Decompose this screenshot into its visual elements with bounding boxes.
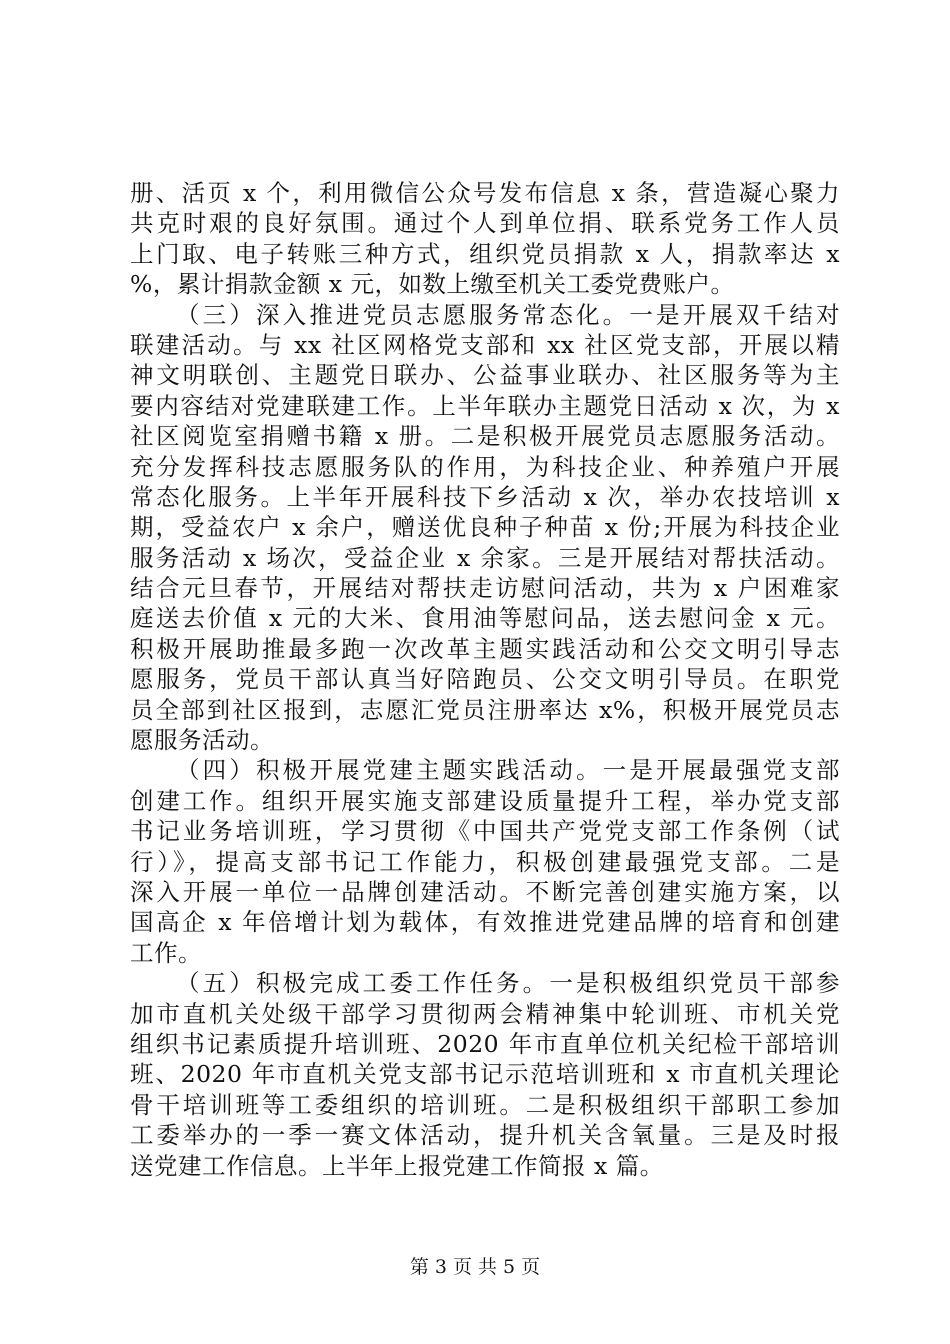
text-line: 送党建工作信息。上半年上报党建工作简报 x 篇。 <box>130 1151 664 1180</box>
text-line: 共克时艰的良好氛围。通过个人到单位捐、联系党务工作人员 <box>130 209 840 238</box>
text-line: 工委举办的一季一赛文体活动，提升机关含氧量。三是及时报 <box>130 1121 840 1150</box>
text-line: 要内容结对党建联建工作。上半年联办主题党日活动 x 次，为 x <box>130 391 840 420</box>
text-line: 国高企 x 年倍增计划为载体，有效推进党建品牌的培育和创建 <box>130 908 840 937</box>
text-line: 加市直机关处级干部学习贯彻两会精神集中轮训班、市机关党 <box>130 999 840 1028</box>
text-line: 愿服务，党员干部认真当好陪跑员、公交文明引导员。在职党 <box>130 665 840 694</box>
text-line: 期，受益农户 x 余户，赠送优良种子种苗 x 份;开展为科技企业 <box>130 513 840 542</box>
text-line: 社区阅览室捐赠书籍 x 册。二是积极开展党员志愿服务活动。 <box>130 422 840 451</box>
document-body <box>130 178 840 1181</box>
text-line: 服务活动 x 场次，受益企业 x 余家。三是开展结对帮扶活动。 <box>130 543 840 572</box>
text-line: 骨干培训班等工委组织的培训班。二是积极组织干部职工参加 <box>130 1090 840 1119</box>
text-line: 员全部到社区报到，志愿汇党员注册率达 x%，积极开展党员志 <box>130 695 840 724</box>
text-line: 庭送去价值 x 元的大米、食用油等慰问品，送去慰问金 x 元。 <box>130 604 840 633</box>
text-line: 充分发挥科技志愿服务队的作用，为科技企业、种养殖户开展 <box>130 452 840 481</box>
text-line: 愿服务活动。 <box>130 726 274 755</box>
paragraph-section-3 <box>130 300 840 756</box>
text-line: 联建活动。与 xx 社区网格党支部和 xx 社区党支部，开展以精 <box>130 330 840 359</box>
text-line: （四）积极开展党建主题实践活动。一是开展最强党支部 <box>176 756 840 785</box>
text-line: 积极开展助推最多跑一次改革主题实践活动和公交文明引导志 <box>130 634 840 663</box>
text-line: 册、活页 x 个，利用微信公众号发布信息 x 条，营造凝心聚力 <box>130 179 840 207</box>
text-line: 创建工作。组织开展实施支部建设质量提升工程，举办党支部 <box>130 786 840 815</box>
text-line: 深入开展一单位一品牌创建活动。不断完善创建实施方案，以 <box>130 877 840 906</box>
text-line: 行）》，提高支部书记工作能力，积极创建最强党支部。二是 <box>130 847 840 876</box>
text-line: 班、2020 年市直机关党支部书记示范培训班和 x 市直机关理论 <box>130 1060 840 1089</box>
text-line: 上门取、电子转账三种方式，组织党员捐款 x 人，捐款率达 x <box>130 239 840 268</box>
text-line: 神文明联创、主题党日联办、公益事业联办、社区服务等为主 <box>130 361 840 390</box>
paragraph-continuation <box>130 178 840 300</box>
text-line: （五）积极完成工委工作任务。一是积极组织党员干部参 <box>176 969 840 998</box>
text-line: %，累计捐款金额 x 元，如数上缴至机关工委党费账户。 <box>130 270 735 299</box>
text-line: 常态化服务。上半年开展科技下乡活动 x 次，举办农技培训 x <box>130 482 840 511</box>
paragraph-section-4 <box>130 755 840 968</box>
paragraph-section-5 <box>130 968 840 1181</box>
text-line: （三）深入推进党员志愿服务常态化。一是开展双千结对 <box>176 300 840 329</box>
text-line: 组织书记素质提升培训班、2020 年市直单位机关纪检干部培训 <box>130 1029 840 1058</box>
text-line: 工作。 <box>130 938 202 967</box>
page-number-footer: 第 3 页 共 5 页 <box>409 1256 541 1278</box>
text-line: 书记业务培训班，学习贯彻《中国共产党党支部工作条例（试 <box>130 817 840 846</box>
text-line: 结合元旦春节，开展结对帮扶走访慰问活动，共为 x 户困难家 <box>130 574 840 603</box>
